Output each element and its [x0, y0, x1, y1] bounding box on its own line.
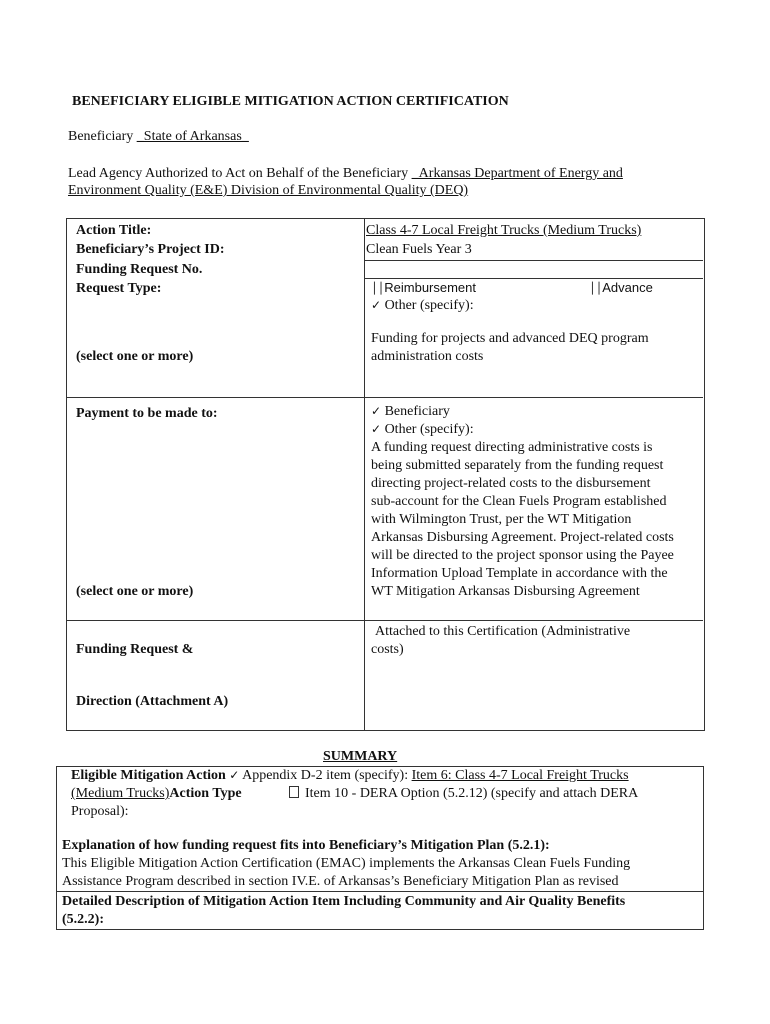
payment-other-text-4: sub-account for the Clean Fuels Program established — [371, 494, 667, 509]
attachment-text-1: Attached to this Certification (Administrative — [375, 624, 631, 639]
request-type-other-label: Other (specify): — [384, 298, 474, 313]
request-type-other-text-2: administration costs — [371, 349, 484, 364]
action-title-value: Class 4-7 Local Freight Trucks (Medium Trucks) — [366, 223, 642, 238]
lead-agency-label: Lead Agency Authorized to Act on Behalf of the Beneficiary — [68, 166, 409, 181]
funding-request-label: Funding Request & — [76, 642, 194, 657]
direction-label: Direction (Attachment A) — [76, 694, 229, 709]
row-divider — [364, 278, 703, 279]
eligible-action-line — [71, 768, 629, 784]
reimbursement-option[interactable] — [371, 280, 476, 297]
reimbursement-label: Reimbursement — [384, 280, 477, 295]
checkmark-icon: ✓ — [371, 422, 382, 436]
advance-option[interactable] — [589, 280, 653, 297]
action-type-line — [71, 786, 242, 802]
payment-other-text-9: WT Mitigation Arkansas Disbursing Agreement — [371, 584, 640, 599]
eligible-action-label: Eligible Mitigation Action — [71, 768, 226, 783]
funding-request-no-field[interactable] — [366, 262, 696, 276]
project-id-value: Clean Fuels Year 3 — [366, 242, 472, 257]
payment-beneficiary-label: Beneficiary — [384, 404, 450, 419]
appendix-item-value: Item 6: Class 4-7 Local Freight Trucks — [411, 768, 629, 783]
dera-proposal-text: Proposal): — [71, 804, 129, 819]
action-title-label: Action Title: — [76, 223, 152, 238]
payment-other-text-6: Arkansas Disbursing Agreement. Project-related costs — [371, 530, 674, 545]
dera-option-label: Item 10 - DERA Option (5.2.12) (specify and attach DERA — [305, 786, 639, 801]
checkmark-icon: ✓ — [371, 298, 382, 312]
funding-request-no-label: Funding Request No. — [76, 262, 203, 277]
beneficiary-line — [68, 129, 249, 145]
payment-other-text-8: Information Upload Template in accordance with the — [371, 566, 668, 581]
action-type-label: Action Type — [169, 786, 242, 801]
request-type-select-note: (select one or more) — [76, 349, 194, 364]
detailed-description-heading-continued: (5.2.2): — [62, 912, 104, 927]
request-type-label: Request Type: — [76, 281, 162, 296]
explanation-heading: Explanation of how funding request fits into Beneficiary’s Mitigation Plan (5.2.1): — [62, 838, 550, 853]
summary-divider — [56, 891, 703, 892]
request-type-other-option[interactable] — [371, 298, 474, 314]
lead-agency-line — [68, 166, 623, 182]
beneficiary-value: _State of Arkansas_ — [136, 129, 249, 144]
document-title: BENEFICIARY ELIGIBLE MITIGATION ACTION CERTIFICATION — [72, 94, 509, 109]
lead-agency-value-continued: Environment Quality (E&E) Division of Environmental Quality (DEQ) — [68, 183, 469, 198]
payment-other-text-1: A funding request directing administrative costs is — [371, 440, 653, 455]
payment-beneficiary-option[interactable] — [371, 404, 450, 420]
attachment-text-2: costs) — [371, 642, 404, 657]
row-divider — [364, 260, 703, 261]
beneficiary-label: Beneficiary — [68, 129, 134, 144]
dera-option[interactable] — [289, 786, 638, 802]
checkmark-icon: ✓ — [371, 404, 382, 418]
payment-select-note: (select one or more) — [76, 584, 194, 599]
checkmark-icon: ✓ — [229, 768, 240, 782]
payment-other-label: Other (specify): — [384, 422, 474, 437]
row-divider — [66, 397, 703, 398]
row-divider — [66, 620, 703, 621]
dera-checkbox[interactable] — [289, 786, 299, 798]
explanation-text-2: Assistance Program described in section IV.E. of Arkansas’s Beneficiary Mitigation Plan as revised — [62, 874, 619, 889]
detailed-description-heading: Detailed Description of Mitigation Action Item Including Community and Air Quality Benefits — [62, 894, 626, 909]
appendix-item-value-continued: (Medium Trucks) — [71, 786, 170, 801]
summary-heading: SUMMARY — [323, 749, 398, 764]
payment-label: Payment to be made to: — [76, 406, 218, 421]
payment-other-text-7: will be directed to the project sponsor using the Payee — [371, 548, 674, 563]
advance-label: Advance — [602, 280, 653, 295]
appendix-text: Appendix D-2 item (specify): — [242, 768, 409, 783]
payment-other-text-5: with Wilmington Trust, per the WT Mitigation — [371, 512, 632, 527]
advance-checkbox[interactable]: ││ — [589, 282, 603, 295]
form-column-divider — [364, 218, 365, 730]
payment-other-text-3: directing project-related costs to the disbursement — [371, 476, 651, 491]
payment-other-option[interactable] — [371, 422, 474, 438]
request-type-other-text-1: Funding for projects and advanced DEQ program — [371, 331, 649, 346]
reimbursement-checkbox[interactable]: ││ — [371, 282, 385, 295]
explanation-text-1: This Eligible Mitigation Action Certification (EMAC) implements the Arkansas Clean Fuels Funding — [62, 856, 631, 871]
payment-other-text-2: being submitted separately from the funding request — [371, 458, 664, 473]
lead-agency-value: _Arkansas Department of Energy and — [411, 166, 623, 181]
project-id-label: Beneficiary’s Project ID: — [76, 242, 225, 257]
